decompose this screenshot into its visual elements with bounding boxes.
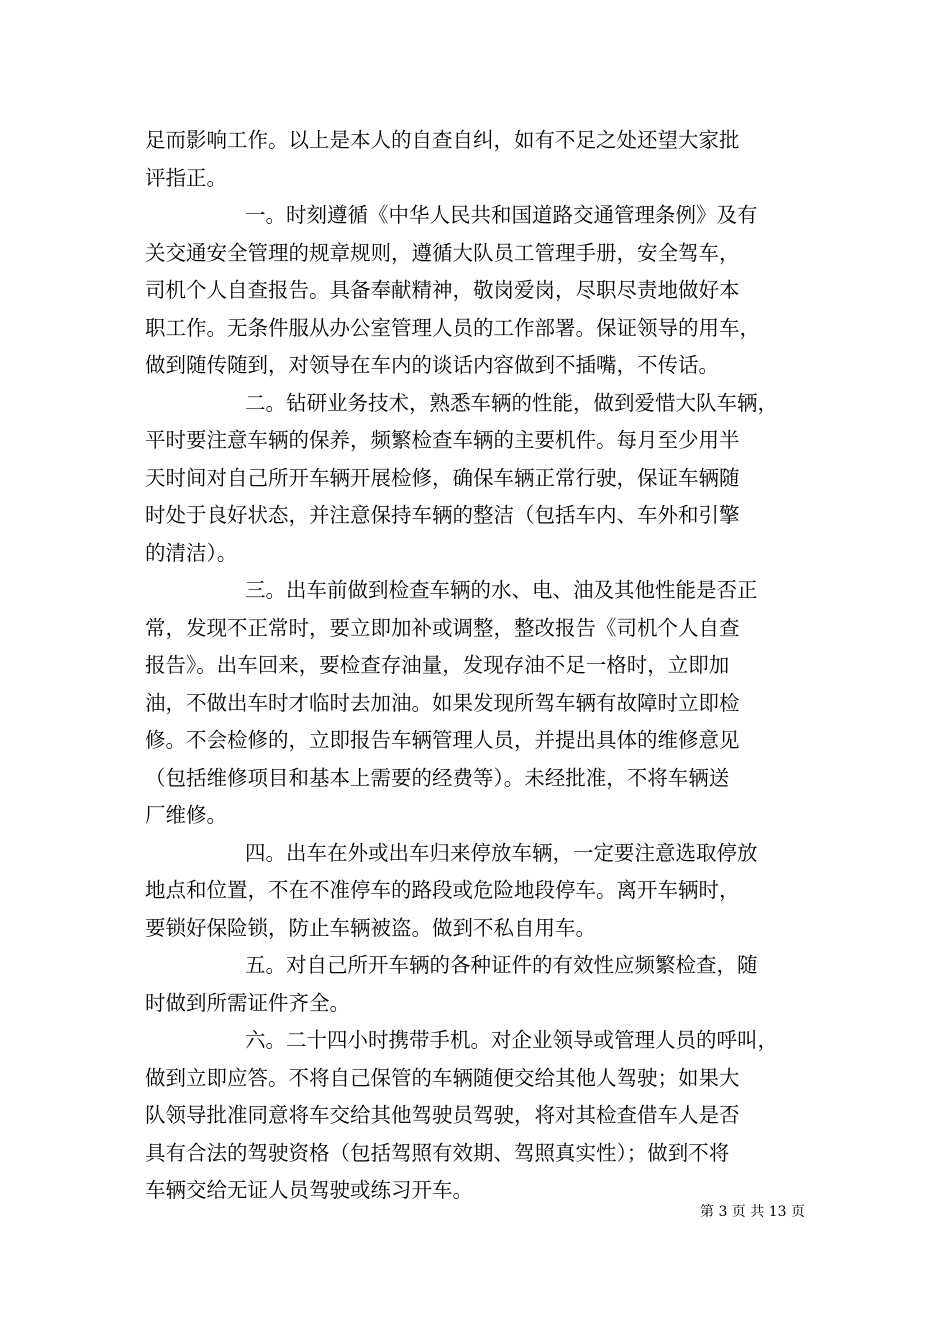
text-line: 要锁好保险锁，防止车辆被盗。做到不私自用车。: [145, 915, 596, 940]
section-heading-1: 一。时刻遵循《中华人民共和国道路交通管理条例》及有: [245, 203, 758, 227]
text-line: （包括维修项目和基本上需要的经费等）。未经批准，不将车辆送: [145, 765, 730, 790]
text-line: 做到随传随到，对领导在车内的谈话内容做到不插嘴，不传话。: [145, 353, 719, 377]
text-line: 平时要注意车辆的保养，频繁检查车辆的主要机件。每月至少用半: [145, 428, 740, 452]
text-line: 修。不会检修的，立即报告车辆管理人员，并提出具体的维修意见: [145, 728, 740, 752]
section-heading-3: 三。出车前做到检查车辆的水、电、油及其他性能是否正: [245, 578, 758, 602]
text-line: 常，发现不正常时，要立即加补或调整，整改报告《司机个人自查: [145, 615, 740, 640]
text-line: 司机个人自查报告。具备奉献精神，敬岗爱岗，尽职尽责地做好本: [145, 278, 740, 302]
text-line: 时处于良好状态，并注意保持车辆的整洁（包括车内、车外和引擎: [145, 503, 740, 527]
text-line: 的清洁）。: [145, 540, 238, 565]
section-heading-6: 六。二十四小时携带手机。对企业领导或管理人员的呼叫，: [245, 1028, 778, 1052]
text-line: 时做到所需证件齐全。: [145, 990, 350, 1015]
text-line: 天时间对自己所开车辆开展检修，确保车辆正常行驶，保证车辆随: [145, 465, 740, 490]
text-line: 油，不做出车时才临时去加油。如果发现所驾车辆有故障时立即检: [145, 690, 740, 715]
text-line: 厂维修。: [145, 803, 227, 827]
text-line: 足而影响工作。以上是本人的自查自纠，如有不足之处还望大家批: [145, 128, 740, 152]
text-line: 关交通安全管理的规章规则，遵循大队员工管理手册，安全驾车，: [145, 240, 740, 265]
section-heading-5: 五。对自己所开车辆的各种证件的有效性应频繁检查，随: [245, 953, 758, 977]
section-heading-2: 二。钻研业务技术，熟悉车辆的性能，做到爱惜大队车辆，: [245, 390, 778, 415]
text-line: 做到立即应答。不将自己保管的车辆随便交给其他人驾驶；如果大: [145, 1065, 740, 1090]
text-line: 队领导批准同意将车交给其他驾驶员驾驶，将对其检查借车人是否: [145, 1103, 740, 1127]
text-line: 评指正。: [145, 165, 227, 190]
text-line: 报告》。出车回来，要检查存油量，发现存油不足一格时，立即加: [145, 653, 730, 677]
text-line: 车辆交给无证人员驾驶或练习开车。: [145, 1178, 473, 1202]
text-line: 地点和位置，不在不准停车的路段或危险地段停车。离开车辆时，: [145, 878, 740, 902]
document-body: [145, 122, 815, 1210]
text-line: 职工作。无条件服从办公室管理人员的工作部署。保证领导的用车，: [145, 315, 760, 340]
page-number-footer: 第 3 页 共 13 页: [700, 1204, 805, 1220]
text-line: 具有合法的驾驶资格（包括驾照有效期、驾照真实性）；做到不将: [145, 1140, 730, 1165]
section-heading-4: 四。出车在外或出车归来停放车辆，一定要注意选取停放: [245, 840, 758, 865]
